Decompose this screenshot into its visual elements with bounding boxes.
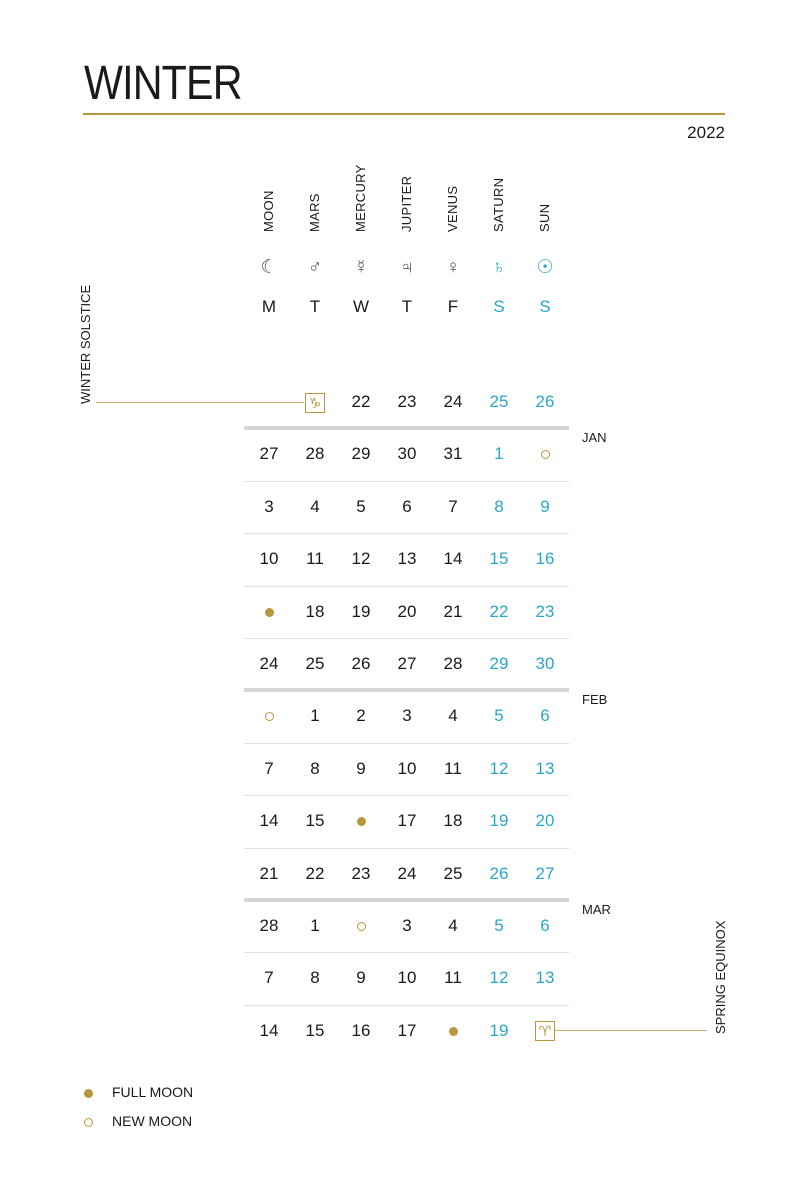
day-cell: 27: [397, 654, 417, 673]
day-cell: 21: [443, 601, 463, 621]
planet-symbol-icon: ♀: [445, 257, 461, 278]
day-cell: 12: [489, 968, 509, 988]
planet-name: MERCURY: [353, 164, 368, 232]
new-moon-icon: [357, 922, 366, 931]
weekday-letter: F: [447, 297, 459, 316]
day-cell: 19: [489, 1020, 509, 1040]
planet-name: JUPITER: [399, 175, 414, 232]
full-moon-icon: [265, 608, 274, 617]
month-label: JAN: [582, 430, 607, 446]
day-cell: 26: [489, 863, 509, 883]
day-cell: 16: [535, 549, 555, 569]
day-cell: 18: [443, 811, 463, 831]
day-cell: 8: [310, 968, 320, 988]
day-cell: 24: [443, 392, 463, 411]
day-cell: 23: [397, 392, 417, 411]
aries-icon: ♈: [535, 1021, 555, 1041]
day-cell: 4: [448, 916, 458, 935]
day-cell: 25: [489, 392, 509, 411]
day-cell: 5: [494, 916, 504, 935]
full-moon-day: [430, 1005, 476, 1057]
day-cell: 17: [397, 1020, 417, 1040]
day-cell: 26: [351, 654, 371, 673]
day-cell: 30: [535, 654, 555, 673]
legend-full-moon-label: FULL MOON: [112, 1084, 194, 1100]
day-cell: 1: [494, 444, 504, 464]
day-cell: 15: [489, 549, 509, 569]
day-cell: 25: [443, 863, 463, 883]
day-cell: 29: [489, 654, 509, 673]
day-cell: 18: [305, 601, 325, 621]
new-moon-icon: [84, 1118, 93, 1127]
planet-name: VENUS: [445, 185, 460, 232]
planet-name: SUN: [537, 203, 552, 232]
day-cell: 20: [535, 811, 555, 831]
planet-symbol-icon: ☾: [260, 257, 278, 278]
day-cell: 3: [264, 496, 274, 516]
day-cell: 11: [444, 968, 462, 988]
day-cell: 9: [356, 968, 366, 988]
day-cell: 13: [535, 758, 555, 778]
day-cell: 7: [448, 496, 458, 516]
day-cell: 28: [443, 654, 463, 673]
full-moon-day: [246, 586, 292, 638]
spring-equinox-connector: [555, 1030, 707, 1031]
capricorn-icon: ♑: [305, 393, 325, 413]
day-cell: 27: [535, 863, 555, 883]
spring-equinox-label: SPRING EQUINOX: [713, 920, 728, 1034]
day-cell: 8: [310, 758, 320, 778]
full-moon-day: [338, 795, 384, 847]
page-title: WINTER: [84, 57, 242, 110]
day-cell: 7: [264, 968, 274, 988]
title-rule: [83, 113, 725, 115]
full-moon-icon: [84, 1089, 93, 1098]
day-cell: 22: [305, 863, 325, 883]
legend-full-moon: [84, 1082, 193, 1102]
day-cell: 31: [443, 444, 463, 464]
day-cell: 13: [397, 549, 417, 569]
day-cell: 15: [305, 811, 325, 831]
day-cell: 16: [351, 1020, 371, 1040]
day-cell: 27: [259, 444, 279, 464]
planet-name: SATURN: [491, 177, 506, 232]
day-cell: 25: [305, 654, 325, 673]
weekday-letter: T: [401, 297, 413, 316]
legend-new-moon: [84, 1111, 192, 1131]
day-cell: 7: [264, 758, 274, 778]
full-moon-icon: [357, 817, 366, 826]
day-cell: 4: [448, 706, 458, 726]
weekday-letter: M: [261, 297, 277, 316]
day-cell: 6: [402, 496, 412, 516]
day-cell: 6: [540, 916, 550, 935]
day-cell: 21: [259, 863, 279, 883]
weekday-letter: T: [309, 297, 321, 316]
day-cell: 11: [444, 758, 462, 778]
legend-new-moon-label: NEW MOON: [112, 1113, 193, 1129]
planet-name: MOON: [261, 190, 276, 232]
day-cell: 1: [310, 706, 320, 726]
day-cell: 29: [351, 444, 371, 464]
day-cell: 2: [356, 706, 366, 726]
weekday-letter: W: [352, 297, 370, 316]
planet-symbol-icon: ♄: [491, 257, 507, 278]
weekday-letter: S: [539, 297, 551, 316]
winter-solstice-label: WINTER SOLSTICE: [78, 284, 93, 404]
day-cell: 9: [356, 758, 366, 778]
day-cell: 6: [540, 706, 550, 726]
day-cell: 10: [397, 758, 417, 778]
day-cell: 28: [259, 916, 279, 935]
planet-symbol-icon: ♂: [307, 257, 323, 278]
day-cell: 28: [305, 444, 325, 464]
planet-symbol-icon: ♃: [399, 257, 415, 278]
new-moon-day: [246, 690, 292, 742]
day-cell: 12: [489, 758, 509, 778]
new-moon-day: [522, 428, 568, 480]
day-cell: 10: [259, 549, 279, 569]
day-cell: 5: [494, 706, 504, 726]
day-cell: 26: [535, 392, 555, 411]
day-cell: 9: [540, 496, 550, 516]
day-cell: 22: [351, 392, 371, 411]
day-cell: 24: [259, 654, 279, 673]
day-cell: 14: [259, 1020, 279, 1040]
day-cell: 3: [402, 916, 412, 935]
day-cell: 10: [397, 968, 417, 988]
year-label: 2022: [687, 123, 725, 142]
day-cell: 30: [397, 444, 417, 464]
new-moon-day: [338, 900, 384, 952]
month-label: MAR: [582, 902, 611, 917]
day-cell: 14: [259, 811, 279, 831]
month-label: FEB: [582, 692, 608, 708]
day-cell: 13: [535, 968, 555, 988]
day-cell: 14: [443, 549, 463, 569]
day-cell: 22: [489, 601, 509, 621]
day-cell: 23: [351, 863, 371, 883]
day-cell: 12: [351, 549, 371, 569]
day-cell: 5: [356, 496, 366, 516]
planet-symbol-icon: ☿: [353, 257, 369, 278]
day-cell: 8: [494, 496, 504, 516]
day-cell: 23: [535, 601, 555, 621]
winter-solstice-connector: [96, 402, 304, 403]
day-cell: 19: [351, 601, 371, 621]
new-moon-icon: [265, 712, 274, 721]
day-cell: 20: [397, 601, 417, 621]
day-cell: 24: [397, 863, 417, 883]
new-moon-icon: [541, 450, 550, 459]
day-cell: 1: [310, 916, 320, 935]
weekday-letter: S: [493, 297, 505, 316]
day-cell: 3: [402, 706, 412, 726]
day-cell: 11: [306, 549, 324, 569]
day-cell: 19: [489, 811, 509, 831]
planet-symbol-icon: ☉: [536, 257, 554, 278]
full-moon-icon: [449, 1027, 458, 1036]
day-cell: 17: [397, 811, 417, 831]
planet-name: MARS: [307, 193, 322, 232]
day-cell: 15: [305, 1020, 325, 1040]
day-cell: 4: [310, 496, 320, 516]
